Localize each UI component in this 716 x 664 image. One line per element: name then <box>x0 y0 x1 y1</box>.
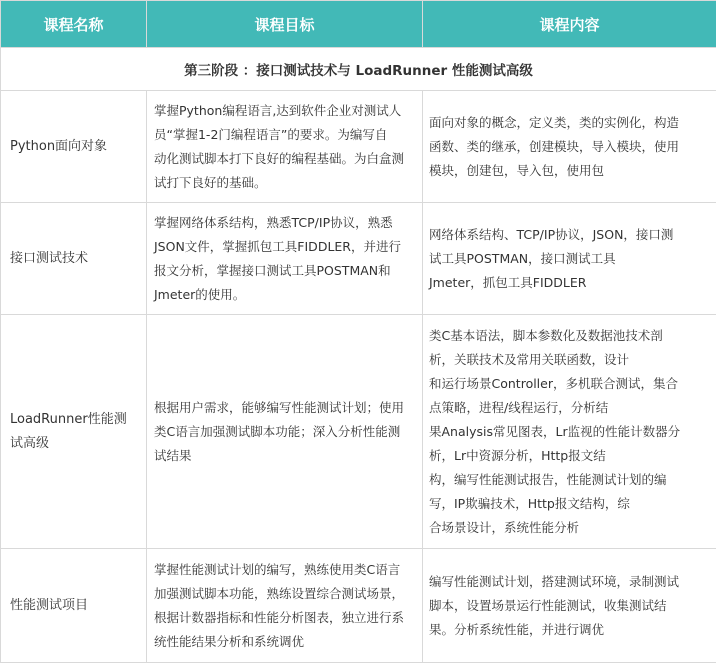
table-row <box>1 549 716 663</box>
stage-title <box>1 48 716 91</box>
header-course-goal: 课程目标 <box>147 1 423 48</box>
course-name-line: 性能测试项目 <box>10 597 89 613</box>
goal-line: JSON文件，掌握抓包工具FIDDLER，并进行 <box>154 238 401 254</box>
content-line: 点策略，进程/线程运行，分析结 <box>429 399 609 415</box>
course-name-line: LoadRunner性能测 <box>10 411 127 427</box>
course-name-cell <box>1 91 147 203</box>
course-goal-cell <box>147 91 423 203</box>
course-content-cell <box>423 91 716 203</box>
course-goal-cell <box>147 549 423 663</box>
course-goal-cell <box>147 315 423 549</box>
content-line: 析，关联技术及常用关联函数，设计 <box>429 351 630 367</box>
stage-prefix: 第三阶段 <box>184 63 243 79</box>
goal-line: 报文分析，掌握接口测试工具POSTMAN和 <box>154 262 391 278</box>
course-goal-cell <box>147 203 423 315</box>
content-line: 网络体系结构、TCP/IP协议，JSON，接口测 <box>429 226 674 242</box>
content-line: 写，IP欺骗技术，Http报文结构，综 <box>429 495 630 511</box>
content-line: 构，编写性能测试报告，性能测试计划的编 <box>429 471 667 487</box>
content-line: 脚本，设置场景运行性能测试，收集测试结 <box>429 597 667 613</box>
course-content-cell <box>423 203 716 315</box>
course-name-cell <box>1 203 147 315</box>
content-line: Jmeter，抓包工具FIDDLER <box>429 274 587 290</box>
course-name-line: 试高级 <box>10 435 50 451</box>
stage-row <box>1 48 716 91</box>
goal-line: 根据计数器指标和性能分析图表，独立进行系 <box>154 609 405 625</box>
goal-line: 掌握Python编程语言,达到软件企业对测试人 <box>154 102 402 118</box>
course-content-cell <box>423 315 716 549</box>
goal-line: 加强测试脚本功能，熟练设置综合测试场景， <box>154 585 405 601</box>
table-row <box>1 315 716 549</box>
content-line: 和运行场景Controller，多机联合测试，集合 <box>429 375 678 391</box>
goal-line: Jmeter的使用。 <box>154 286 246 302</box>
table-row <box>1 91 716 203</box>
content-line: 合场景设计，系统性能分析 <box>429 519 580 535</box>
goal-line: 类C语言加强测试脚本功能；深入分析性能测 <box>154 423 401 439</box>
stage-text: ：接口测试技术与 LoadRunner 性能测试高级 <box>242 63 533 79</box>
course-name-cell <box>1 315 147 549</box>
content-line: 果。分析系统性能，并进行调优 <box>429 621 605 637</box>
content-line: 编写性能测试计划，搭建测试环境，录制测试 <box>429 573 680 589</box>
goal-line: 员“掌握1-2门编程语言”的要求。为编写自 <box>154 126 388 142</box>
header-course-name: 课程名称 <box>1 1 147 48</box>
course-name-line: Python面向对象 <box>10 138 108 154</box>
content-line: 果Analysis常见图表，Lr监视的性能计数器分 <box>429 423 681 439</box>
goal-line: 试打下良好的基础。 <box>154 174 267 190</box>
header-row <box>1 1 716 48</box>
course-name-cell <box>1 549 147 663</box>
content-line: 面向对象的概念，定义类，类的实例化，构造 <box>429 114 680 130</box>
course-content-cell <box>423 549 716 663</box>
content-line: 析，Lr中资源分析，Http报文结 <box>429 447 606 463</box>
goal-line: 动化测试脚本打下良好的编程基础。为白盒测 <box>154 150 405 166</box>
goal-line: 掌握性能测试计划的编写，熟练使用类C语言 <box>154 561 401 577</box>
goal-line: 根据用户需求，能够编写性能测试计划；使用 <box>154 399 405 415</box>
content-line: 模块，创建包，导入包，使用包 <box>429 162 605 178</box>
goal-line: 试结果 <box>154 447 192 463</box>
header-course-content: 课程内容 <box>423 1 716 48</box>
content-line: 试工具POSTMAN，接口测试工具 <box>429 250 616 266</box>
content-line: 类C基本语法，脚本参数化及数据池技术剖 <box>429 327 663 343</box>
course-name-line: 接口测试技术 <box>10 250 89 266</box>
content-line: 函数、类的继承，创建模块，导入模块，使用 <box>429 138 680 154</box>
table-row <box>1 203 716 315</box>
goal-line: 统性能结果分析和系统调优 <box>154 633 305 649</box>
goal-line: 掌握网络体系结构，熟悉TCP/IP协议，熟悉 <box>154 214 393 230</box>
